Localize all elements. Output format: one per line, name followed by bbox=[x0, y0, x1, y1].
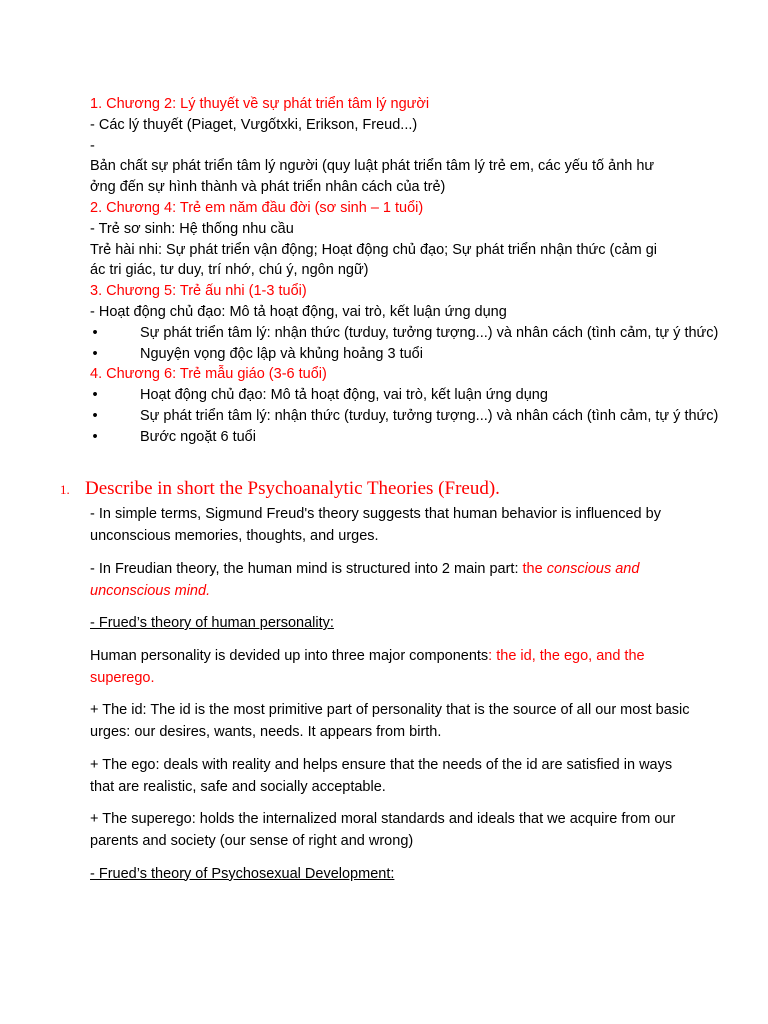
chapter-6-bullet-item bbox=[90, 406, 750, 427]
id-paragraph: + The id: The id is the most primitive part of personality that is the source of all our most basic urges: our desires, wants, needs. It appears from birth. bbox=[90, 702, 690, 740]
psychosexual-heading: - Frued’s theory of Psychosexual Development: bbox=[90, 865, 395, 882]
mind-structure-the: the bbox=[522, 560, 547, 577]
personality-text: Human personality is devided up into three major components bbox=[90, 647, 489, 664]
chapter-6-bullet-text: Bước ngoặt 6 tuổi bbox=[140, 428, 256, 445]
bullet-icon: • bbox=[92, 428, 98, 445]
chapter-2-title: 1. Chương 2: Lý thuyết về sự phát triển tâm lý người bbox=[90, 96, 430, 112]
mind-structure-text: - In Freudian theory, the human mind is structured into 2 main part: bbox=[90, 560, 523, 577]
intro-paragraph: - In simple terms, Sigmund Freud's theory suggests that human behavior is influenced by unconscious memories, thoughts, and urges. bbox=[90, 506, 661, 544]
bullet-icon: • bbox=[92, 345, 98, 362]
bullet-icon: • bbox=[92, 324, 98, 341]
chapter-4-newborn: - Trẻ sơ sinh: Hệ thống nhu cầu bbox=[90, 220, 294, 237]
chapter-5-bullet-item bbox=[90, 344, 750, 365]
chapter-4-title: 2. Chương 4: Trẻ em năm đầu đời (sơ sinh – 1 tuổi) bbox=[90, 199, 424, 216]
bullet-icon: • bbox=[92, 407, 98, 424]
chapter-6-title: 4. Chương 6: Trẻ mẫu giáo (3-6 tuổi) bbox=[90, 366, 327, 383]
chapter-4-infant-line-2: ác tri giác, tư duy, trí nhớ, chú ý, ngôn ngữ) bbox=[90, 262, 369, 279]
chapter-6-bullet-text: Sự phát triển tâm lý: nhận thức (tưduy, tưởng tượng...) và nhân cách (tình cảm, tự ý thức) bbox=[140, 407, 719, 424]
mind-structure-paragraph bbox=[60, 558, 700, 602]
bullet-icon: • bbox=[92, 387, 98, 404]
ego-paragraph: + The ego: deals with reality and helps ensure that the needs of the id are satisfied in ways that are realistic, safe and socially acceptable. bbox=[90, 756, 673, 795]
chapter-5-title: 3. Chương 5: Trẻ ấu nhi (1-3 tuổi) bbox=[90, 283, 307, 300]
chapter-6-bullet-item bbox=[90, 385, 750, 406]
personality-highlight: : the id, the ego, and the superego. bbox=[90, 647, 645, 686]
personality-heading: - Frued’s theory of human personality: bbox=[90, 615, 334, 631]
chapter-5-bullet-text: Nguyện vọng độc lập và khủng hoảng 3 tuổi bbox=[140, 345, 423, 362]
chapter-2-nature-line-2: ởng đến sự hình thành và phát triển nhân cách của trẻ) bbox=[90, 179, 446, 196]
question-heading bbox=[60, 477, 700, 502]
question-number: 1. bbox=[60, 482, 70, 497]
chapter-5-bullet-text: Sự phát triển tâm lý: nhận thức (tưduy, tưởng tượng...) và nhân cách (tình cảm, tự ý thức) bbox=[140, 324, 719, 341]
superego-paragraph: + The superego: holds the internalized moral standards and ideals that we acquire from our parents and society (our sense of right and wrong) bbox=[90, 811, 676, 849]
chapter-2-dash: - bbox=[90, 137, 95, 154]
chapter-4-infant-line-1: Trẻ hài nhi: Sự phát triển vận động; Hoạt động chủ đạo; Sự phát triển nhận thức (cảm gi bbox=[90, 241, 658, 258]
chapter-5-activity: - Hoạt động chủ đạo: Mô tả hoạt động, vai trò, kết luận ứng dụng bbox=[90, 303, 507, 320]
chapter-6-bullet-text: Hoạt động chủ đạo: Mô tả hoạt động, vai trò, kết luận ứng dụng bbox=[140, 387, 548, 404]
chapter-6-bullet-item bbox=[90, 427, 750, 448]
essay-section bbox=[60, 477, 700, 885]
personality-paragraph bbox=[60, 645, 700, 689]
question-title: Describe in short the Psychoanalytic Theories (Freud). bbox=[85, 478, 500, 499]
chapter-5-bullet-item bbox=[90, 323, 750, 344]
chapter-2-nature-line-1: Bản chất sự phát triển tâm lý người (quy luật phát triển tâm lý trẻ em, các yếu tố ảnh hư bbox=[90, 158, 655, 175]
chapter-2-theories: - Các lý thuyết (Piaget, Vưgốtxki, Erikson, Freud...) bbox=[90, 116, 418, 133]
chapter-outline bbox=[90, 94, 750, 448]
mind-structure-highlight: conscious and unconscious mind. bbox=[90, 560, 640, 599]
